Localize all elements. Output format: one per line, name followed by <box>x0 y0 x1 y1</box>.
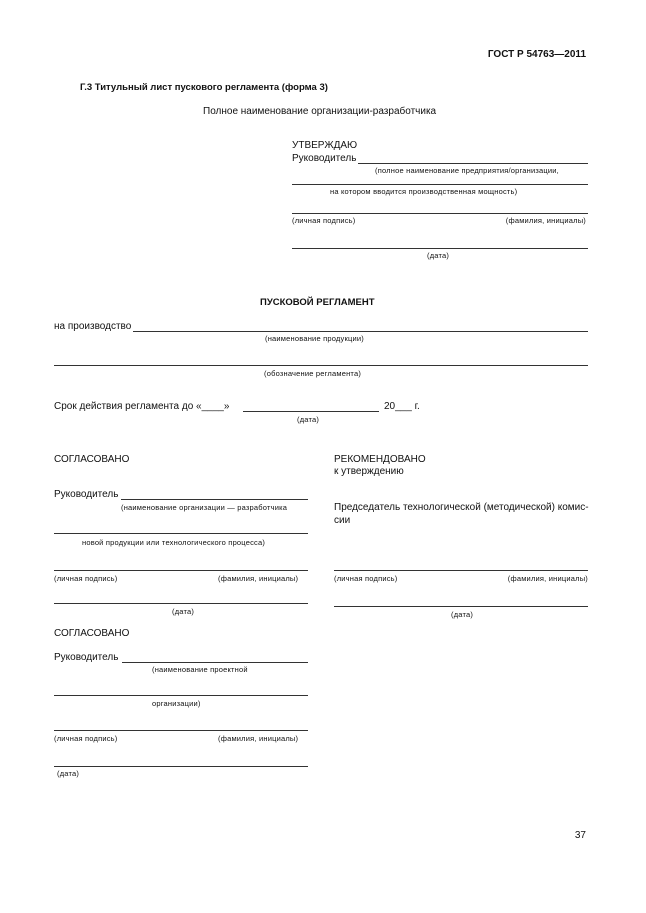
agreed-1-head-label: Руководитель <box>54 489 119 500</box>
agreed-2-signature-line <box>54 730 308 731</box>
agreed-1-date-line <box>54 603 308 604</box>
agreed-2-head-line <box>122 662 308 663</box>
agreed-1-signature-hint: (личная подпись) <box>54 574 118 583</box>
agreed-1-head-line <box>121 499 308 500</box>
section-title: Г.3 Титульный лист пускового регламента (форма 3) <box>80 82 328 93</box>
product-hint: (наименование продукции) <box>265 334 364 343</box>
recommended-name-hint: (фамилия, инициалы) <box>507 574 588 583</box>
agreed-1-hint-1: (наименование организации — разработчика <box>121 503 288 512</box>
agreed-2-head-label: Руководитель <box>54 652 119 663</box>
recommended-signature-line <box>334 570 588 571</box>
document-title: ПУСКОВОЙ РЕГЛАМЕНТ <box>260 297 375 308</box>
recommended-chair-line-2: сии <box>334 515 351 526</box>
designation-line <box>54 365 588 366</box>
approve-signature-line <box>292 213 588 214</box>
agreed-1-name-hint: (фамилия, инициалы) <box>218 574 299 583</box>
agreed-2-date-hint: (дата) <box>57 769 80 778</box>
organization-name: Полное наименование организации-разработчика <box>203 106 437 117</box>
standard-number: ГОСТ Р 54763—2011 <box>487 49 586 60</box>
approve-org-line <box>292 184 588 185</box>
agreed-2-date-line <box>54 766 308 767</box>
approve-hint-1: (полное наименование предприятия/организации, <box>375 166 559 175</box>
recommended-title: РЕКОМЕНДОВАНО <box>334 454 426 465</box>
agreed-1-signature-line <box>54 570 308 571</box>
agreed-2-signature-hint: (личная подпись) <box>54 734 118 743</box>
agreed-2-org-line <box>54 695 308 696</box>
approve-date-line <box>292 248 588 249</box>
agreed-1-org-line <box>54 533 308 534</box>
recommended-signature-hint: (личная подпись) <box>334 574 398 583</box>
recommended-date-line <box>334 606 588 607</box>
approve-head-label: Руководитель <box>292 153 357 164</box>
approve-signature-hint: (личная подпись) <box>292 216 356 225</box>
designation-hint: (обозначение регламента) <box>264 369 362 378</box>
validity-year: 20___ г. <box>384 401 420 412</box>
approve-head-line <box>358 163 588 164</box>
recommended-subtitle: к утверждению <box>334 466 404 477</box>
production-line <box>133 331 588 332</box>
agreed-2-title: СОГЛАСОВАНО <box>54 628 130 639</box>
agreed-1-hint-2: новой продукции или технологического процесса) <box>82 538 266 547</box>
production-label: на производство <box>54 321 132 332</box>
approve-hint-2: на котором вводится производственная мощность) <box>330 187 518 196</box>
agreed-2-hint-1: (наименование проектной <box>152 665 248 674</box>
page-number: 37 <box>574 830 586 841</box>
approve-title: УТВЕРЖДАЮ <box>292 140 358 151</box>
approve-date-hint: (дата) <box>427 251 450 260</box>
agreed-1-date-hint: (дата) <box>172 607 195 616</box>
recommended-chair-line-1: Председатель технологической (методической) комис- <box>334 502 589 513</box>
validity-date-line <box>243 411 379 412</box>
validity-label: Срок действия регламента до «____» <box>54 401 230 412</box>
agreed-2-hint-2: организации) <box>152 699 201 708</box>
agreed-1-title: СОГЛАСОВАНО <box>54 454 130 465</box>
recommended-date-hint: (дата) <box>451 610 474 619</box>
approve-name-hint: (фамилия, инициалы) <box>505 216 586 225</box>
validity-date-hint: (дата) <box>297 415 320 424</box>
agreed-2-name-hint: (фамилия, инициалы) <box>218 734 299 743</box>
